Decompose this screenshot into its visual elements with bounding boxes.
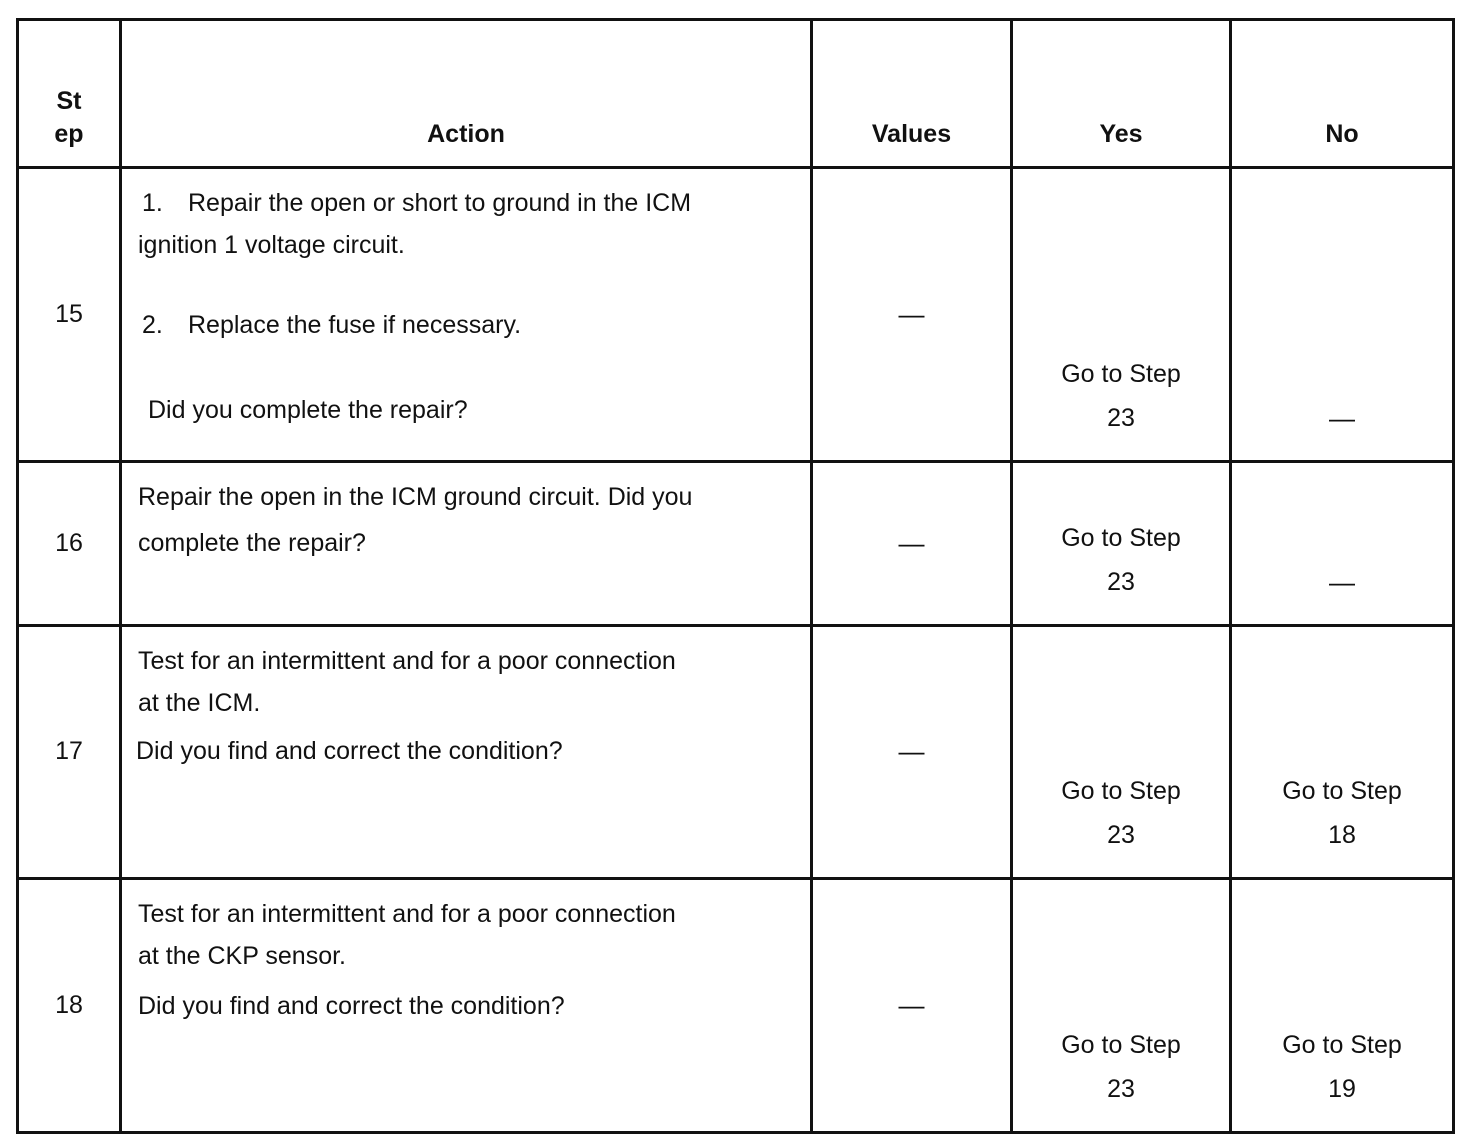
action-text: Replace the fuse if necessary. [188,310,522,339]
action-text: Test for an intermittent and for a poor connection [138,647,676,675]
values-cell [812,462,1012,626]
yes-goto: Go to Step [1061,777,1181,805]
header-step-line2: ep [54,120,84,149]
yes-cell [1012,462,1231,626]
values-dash: — [898,989,925,1020]
action-text: at the ICM. [138,688,261,717]
values-cell [812,879,1012,1133]
action-item-2 [138,309,750,343]
header-values: Values [812,20,1012,168]
action-text: at the CKP sensor. [138,941,346,970]
table-row [18,168,1454,462]
action-item-1 [138,187,750,221]
no-cell [1231,168,1454,462]
action-cell [121,879,812,1133]
values-cell [812,626,1012,879]
action-question: Did you find and correct the condition? [136,736,563,765]
header-yes: Yes [1012,20,1231,168]
no-step: 18 [1328,821,1356,849]
table-row [18,462,1454,626]
no-step: 19 [1328,1075,1356,1103]
values-dash: — [898,298,925,329]
step-number: 18 [18,879,121,1133]
yes-goto: Go to Step [1061,1031,1181,1059]
header-no: No [1231,20,1454,168]
yes-step: 23 [1107,821,1135,849]
yes-goto: Go to Step [1061,360,1181,388]
no-cell [1231,626,1454,879]
action-cell [121,626,812,879]
yes-cell [1012,168,1231,462]
yes-goto: Go to Step [1061,524,1181,552]
values-dash: — [898,736,925,767]
action-question: Did you find and correct the condition? [138,991,565,1020]
header-step [18,20,121,168]
step-number: 15 [18,168,121,462]
item-number: 2. [142,310,163,339]
step-number: 16 [18,462,121,626]
no-goto: Go to Step [1282,777,1402,805]
action-cell [121,462,812,626]
action-text: Test for an intermittent and for a poor connection [138,900,676,928]
values-dash: — [898,527,925,558]
no-cell [1231,462,1454,626]
yes-step: 23 [1107,404,1135,432]
no-dash: — [1329,567,1355,597]
yes-cell [1012,879,1231,1133]
no-cell [1231,879,1454,1133]
step-number: 17 [18,626,121,879]
item-number: 1. [142,189,163,217]
no-goto: Go to Step [1282,1031,1402,1059]
action-text: Repair the open or short to ground in the ICM [188,189,692,217]
header-row [18,20,1454,168]
action-question: Did you complete the repair? [148,396,468,425]
table-row [18,879,1454,1133]
action-text: ignition 1 voltage circuit. [138,230,405,259]
action-text: complete the repair? [138,528,366,557]
values-cell [812,168,1012,462]
action-text: Repair the open in the ICM ground circuit. Did you [138,483,693,511]
yes-step: 23 [1107,568,1135,596]
header-step-line1: St [56,86,82,115]
yes-step: 23 [1107,1075,1135,1103]
yes-cell [1012,626,1231,879]
diagnostic-step-table [16,18,1455,1134]
table-row [18,626,1454,879]
no-dash: — [1329,403,1355,433]
action-cell [121,168,812,462]
header-action: Action [121,20,812,168]
